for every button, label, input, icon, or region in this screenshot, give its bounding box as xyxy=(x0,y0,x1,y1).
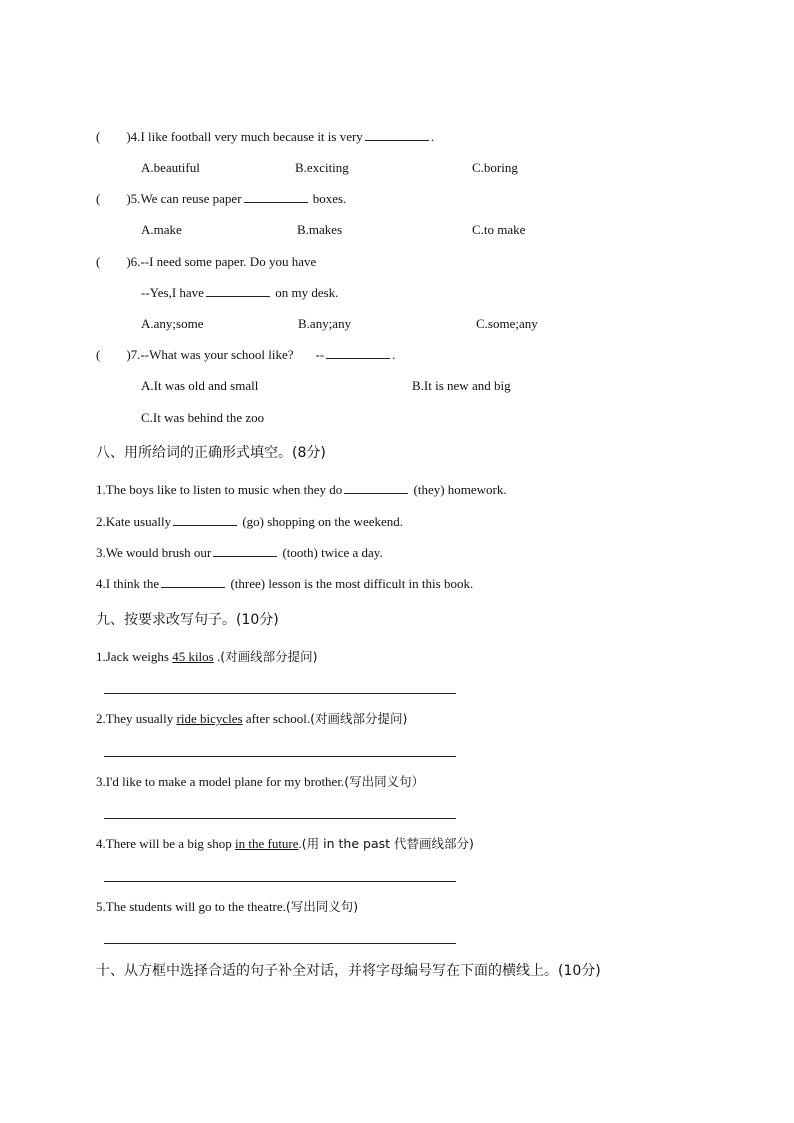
fill-item-1: 1.The boys like to listen to music when they do (they) homework. xyxy=(96,482,507,497)
question-stem: I like football very much because it is very xyxy=(140,129,363,144)
underlined-phrase: 45 kilos xyxy=(172,649,214,664)
answer-line[interactable] xyxy=(104,818,456,819)
question-number: )7. xyxy=(126,347,141,362)
section-8-title: 八、用所给词的正确形式填空。(8分) xyxy=(96,445,326,461)
instruction-note: (写出同义句) xyxy=(285,899,359,914)
option-b: B.It is new and big xyxy=(412,378,511,393)
option-b: B.makes xyxy=(297,222,343,237)
option-a: A.beautiful xyxy=(141,160,200,175)
question-5: ( )5.We can reuse paper boxes. xyxy=(96,191,347,206)
section-9-title: 九、按要求改写句子。(10分) xyxy=(96,612,279,628)
question-6-line-2: --Yes,I have on my desk. xyxy=(141,285,339,300)
answer-blank[interactable] xyxy=(326,347,390,359)
option-b: B.any;any xyxy=(298,316,352,331)
instruction-note: (用 in the past 代替画线部分) xyxy=(301,836,474,851)
instruction-note: (对画线部分提问) xyxy=(220,649,318,664)
question-stem: --What was your school like? xyxy=(140,347,294,362)
question-number: )4. xyxy=(126,129,141,144)
rewrite-item-3: 3.I'd like to make a model plane for my brother.(写出同义句） xyxy=(96,774,425,789)
answer-blank[interactable] xyxy=(173,514,237,526)
instruction-note: (写出同义句） xyxy=(344,774,425,789)
fill-item-4: 4.I think the (three) lesson is the most difficult in this book. xyxy=(96,576,474,591)
question-7: ( )7.--What was your school like? -- . xyxy=(96,347,396,362)
question-6: ( )6.--I need some paper. Do you have xyxy=(96,254,317,269)
underlined-phrase: in the future xyxy=(235,836,299,851)
answer-line[interactable] xyxy=(104,943,456,944)
answer-blank[interactable] xyxy=(244,191,308,203)
answer-blank[interactable] xyxy=(365,129,429,141)
option-b: B.exciting xyxy=(295,160,349,175)
answer-blank[interactable] xyxy=(161,576,225,588)
option-a: A.any;some xyxy=(141,316,204,331)
option-c: C.It was behind the zoo xyxy=(141,410,265,425)
answer-blank[interactable] xyxy=(213,545,277,557)
rewrite-item-5: 5.The students will go to the theatre.(写出同义句) xyxy=(96,899,359,914)
answer-paren-open: ( xyxy=(96,129,101,144)
option-c: C.some;any xyxy=(476,316,538,331)
section-10-title: 十、从方框中选择合适的句子补全对话，并将字母编号写在下面的横线上。(10分) xyxy=(96,963,601,979)
answer-blank[interactable] xyxy=(206,285,270,297)
fill-item-2: 2.Kate usually (go) shopping on the weekend. xyxy=(96,514,404,529)
rewrite-item-1: 1.Jack weighs 45 kilos .(对画线部分提问) xyxy=(96,649,318,664)
option-a: A.make xyxy=(141,222,182,237)
question-number: )5. xyxy=(126,191,141,206)
option-c: C.to make xyxy=(472,222,526,237)
option-a: A.It was old and small xyxy=(141,378,259,393)
rewrite-item-2: 2.They usually ride bicycles after school.(对画线部分提问) xyxy=(96,711,408,726)
underlined-phrase: ride bicycles xyxy=(176,711,243,726)
question-4: ( )4.I like football very much because it is very . xyxy=(96,129,435,144)
answer-line[interactable] xyxy=(104,756,456,757)
answer-line[interactable] xyxy=(104,881,456,882)
answer-blank[interactable] xyxy=(344,482,408,494)
rewrite-item-4: 4.There will be a big shop in the future.(用 in the past 代替画线部分) xyxy=(96,836,474,851)
question-stem: We can reuse paper xyxy=(140,191,242,206)
option-c: C.boring xyxy=(472,160,518,175)
instruction-note: (对画线部分提问) xyxy=(310,711,408,726)
question-stem: --I need some paper. Do you have xyxy=(140,254,317,269)
answer-line[interactable] xyxy=(104,693,456,694)
fill-item-3: 3.We would brush our (tooth) twice a day. xyxy=(96,545,383,560)
question-number: )6. xyxy=(126,254,141,269)
